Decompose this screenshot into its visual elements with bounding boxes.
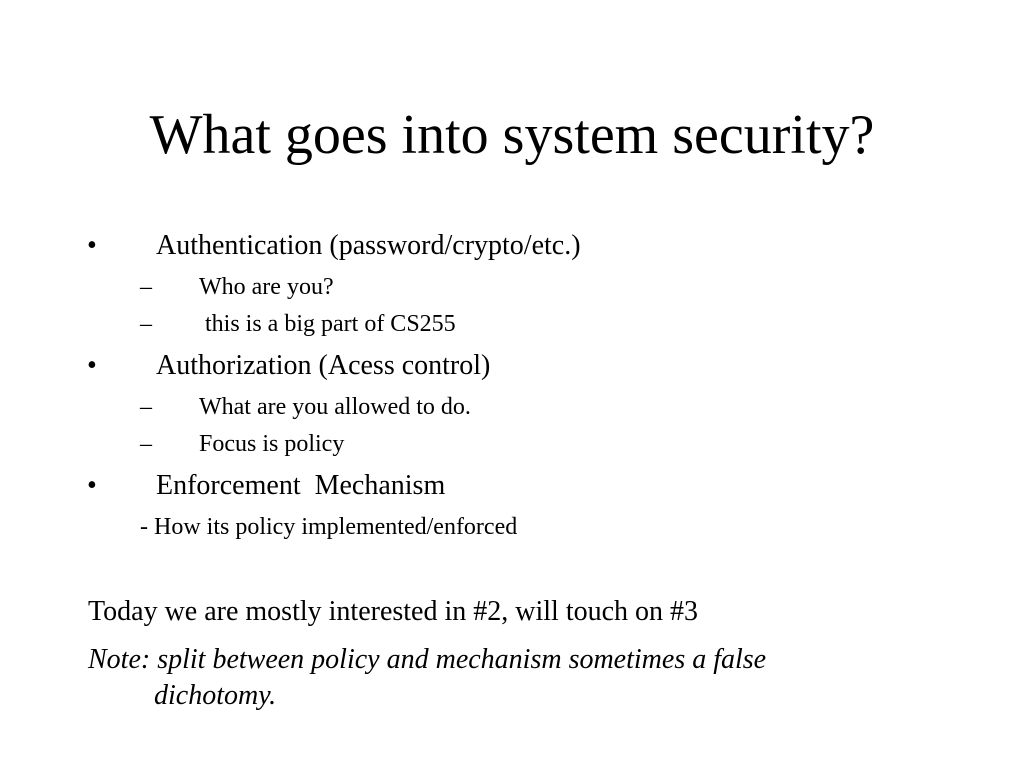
bullet-text: Enforcement Mechanism [156, 470, 446, 501]
subitem-text: What are you allowed to do. [199, 394, 471, 420]
note-line-2: dichotomy. [154, 680, 277, 711]
subitem-text: Who are you? [199, 274, 334, 300]
dash-marker: – [140, 311, 152, 337]
subitem-text: Focus is policy [199, 431, 345, 457]
bullet-marker: • [87, 470, 97, 501]
bullet-text: Authentication (password/crypto/etc.) [156, 230, 581, 261]
bullet-text: Authorization (Acess control) [156, 350, 491, 381]
bullet-marker: • [87, 230, 97, 261]
dash-marker: – [140, 394, 152, 420]
slide-title: What goes into system security? [149, 104, 875, 166]
note-text [88, 642, 948, 714]
dash-marker: – [140, 274, 152, 300]
dash-marker: – [140, 431, 152, 457]
note-line-1: Note: split between policy and mechanism sometimes a false [88, 644, 767, 675]
bullet-marker: • [87, 350, 97, 381]
subitem-text: this is a big part of CS255 [199, 311, 456, 337]
subline-enforcement: - How its policy implemented/enforced [140, 514, 518, 540]
summary-text: Today we are mostly interested in #2, will touch on #3 [88, 596, 699, 627]
